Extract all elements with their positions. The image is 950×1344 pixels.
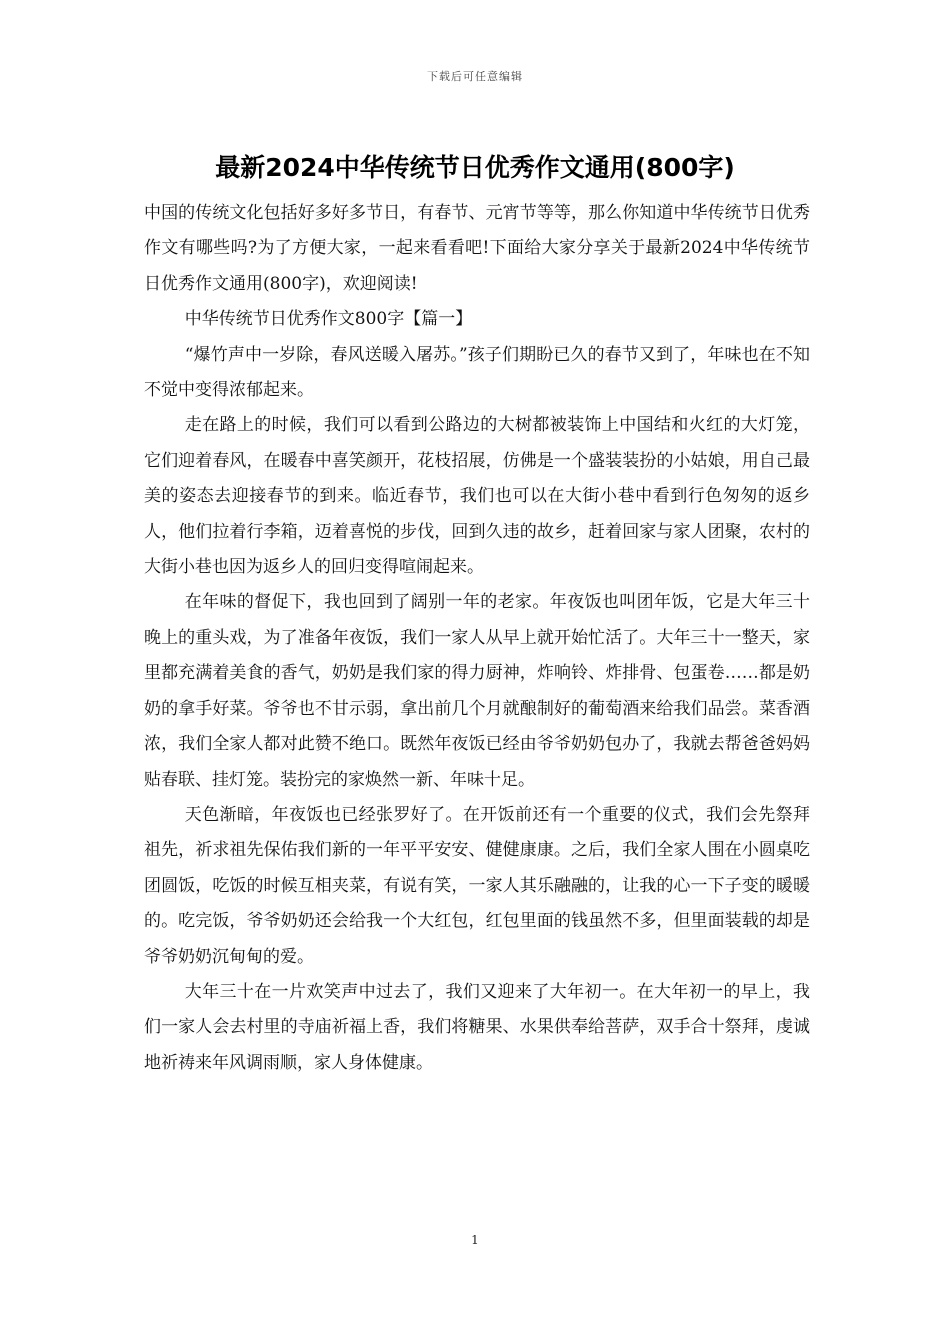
body-paragraph-2: 走在路上的时候，我们可以看到公路边的大树都被装饰上中国结和火红的大灯笼，它们迎着春风，在暖春中喜笑颜开，花枝招展，仿佛是一个盛装装扮的小姑娘，用自己最美的姿态去迎接春节的到来。临近春节，我们也可以在大街小巷中看到行色匆匆的返乡人，他们拉着行李箱，迈着喜悦的步伐，回到久违的故乡，赶着回家与家人团聚，农村的大街小巷也因为返乡人的回归变得喧闹起来。	[144, 415, 810, 578]
intro-paragraph: 中国的传统文化包括好多好多节日，有春节、元宵节等等，那么你知道中华传统节日优秀作文有哪些吗?为了方便大家，一起来看看吧!下面给大家分享关于最新2024中华传统节日优秀作文通用(800字)，欢迎阅读!	[144, 203, 810, 294]
document-title: 最新2024中华传统节日优秀作文通用(800字)	[215, 153, 735, 182]
page-number: 1	[471, 1233, 479, 1247]
body-paragraph-4: 天色渐暗，年夜饭也已经张罗好了。在开饭前还有一个重要的仪式，我们会先祭拜祖先，祈求祖先保佑我们新的一年平平安安、健健康康。之后，我们全家人围在小圆桌吃团圆饭，吃饭的时候互相夹菜，有说有笑，一家人其乐融融的，让我的心一下子变的暖暖的。吃完饭，爷爷奶奶还会给我一个大红包，红包里面的钱虽然不多，但里面装载的却是爷爷奶奶沉甸甸的爱。	[144, 804, 810, 967]
body-paragraph-1: “爆竹声中一岁除，春风送暖入屠苏。”孩子们期盼已久的春节又到了，年味也在不知不觉中变得浓郁起来。	[144, 344, 810, 401]
header-note: 下载后可任意编辑	[427, 70, 523, 83]
body-paragraph-3: 在年味的督促下，我也回到了阔别一年的老家。年夜饭也叫团年饭，它是大年三十晚上的重头戏，为了准备年夜饭，我们一家人从早上就开始忙活了。大年三十一整天，家里都充满着美食的香气，奶奶是我们家的得力厨神，炸响铃、炸排骨、包蛋卷……都是奶奶的拿手好菜。爷爷也不甘示弱，拿出前几个月就酿制好的葡萄酒来给我们品尝。菜香酒浓，我们全家人都对此赞不绝口。既然年夜饭已经由爷爷奶奶包办了，我就去帮爸爸妈妈贴春联、挂灯笼。装扮完的家焕然一新、年味十足。	[144, 592, 810, 790]
section-heading: 中华传统节日优秀作文800字【篇一】	[184, 309, 473, 330]
body-paragraph-5: 大年三十在一片欢笑声中过去了，我们又迎来了大年初一。在大年初一的早上，我们一家人会去村里的寺庙祈福上香，我们将糖果、水果供奉给菩萨，双手合十祭拜，虔诚地祈祷来年风调雨顺，家人身体健康。	[144, 981, 810, 1073]
document-body	[144, 196, 810, 1081]
